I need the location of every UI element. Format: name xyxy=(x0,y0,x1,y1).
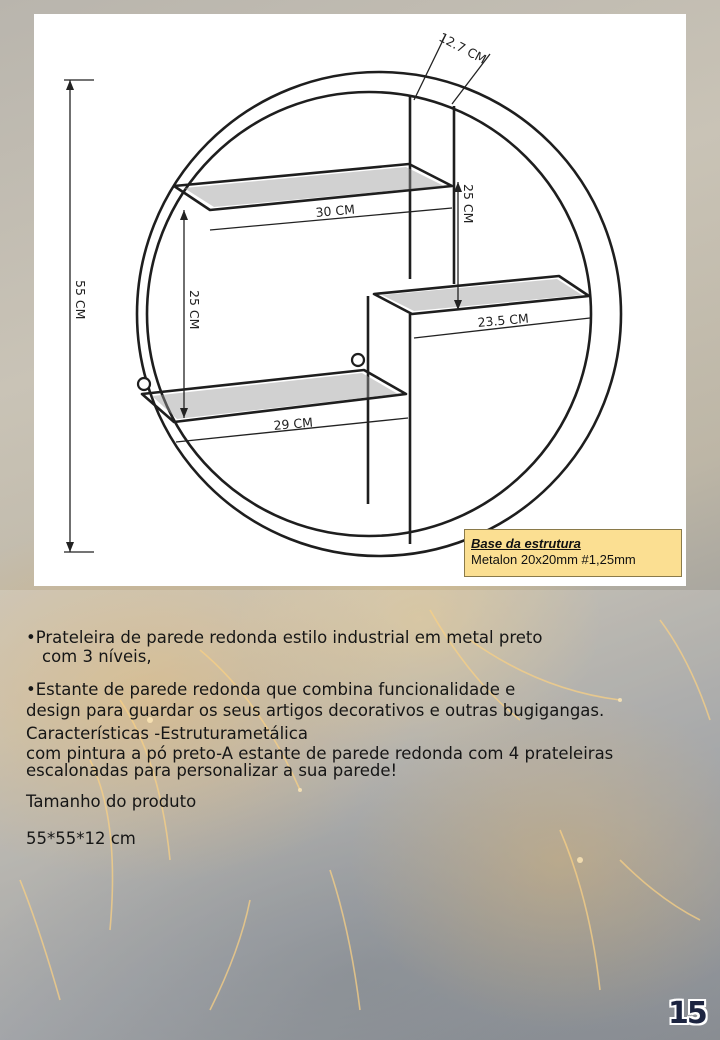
base-note-title: Base da estrutura xyxy=(471,536,581,551)
product-description xyxy=(26,628,666,848)
product-diagram-card xyxy=(34,14,686,586)
wall-hook-left xyxy=(138,378,150,390)
shelf-diagram xyxy=(34,14,686,586)
dim-right-spacing: 25 CM xyxy=(461,184,476,224)
size-label: Tamanho do produto xyxy=(26,792,197,811)
dim-bottom-shelf-width: 29 CM xyxy=(272,414,314,433)
description-paragraph: com pintura a pó preto-A estante de parede redonda com 4 prateleiras escalonadas para personalizar a sua parede! xyxy=(26,744,614,780)
dim-depth: 12.7 CM xyxy=(436,29,489,67)
structure-base-note xyxy=(464,529,682,577)
dim-total-height: 55 CM xyxy=(73,280,88,320)
description-paragraph: design para guardar os seus artigos decorativos e outras bugigangas. xyxy=(26,701,605,720)
description-line: com 3 níveis, xyxy=(42,647,152,666)
dim-top-shelf-width: 30 CM xyxy=(314,201,356,220)
front-ring xyxy=(137,72,621,556)
description-line: Características -Estruturametálica xyxy=(26,724,308,743)
wall-hook-right xyxy=(352,354,364,366)
description-line: •Prateleira de parede redonda estilo industrial em metal preto xyxy=(26,628,543,647)
size-value: 55*55*12 cm xyxy=(26,829,136,848)
description-line: •Estante de parede redonda que combina funcionalidade e xyxy=(26,680,516,699)
dim-left-spacing: 25 CM xyxy=(187,290,202,330)
page-number: 15 xyxy=(668,996,706,1031)
base-note-spec: Metalon 20x20mm #1,25mm xyxy=(471,552,636,567)
dim-middle-shelf-width: 23.5 CM xyxy=(476,310,530,330)
